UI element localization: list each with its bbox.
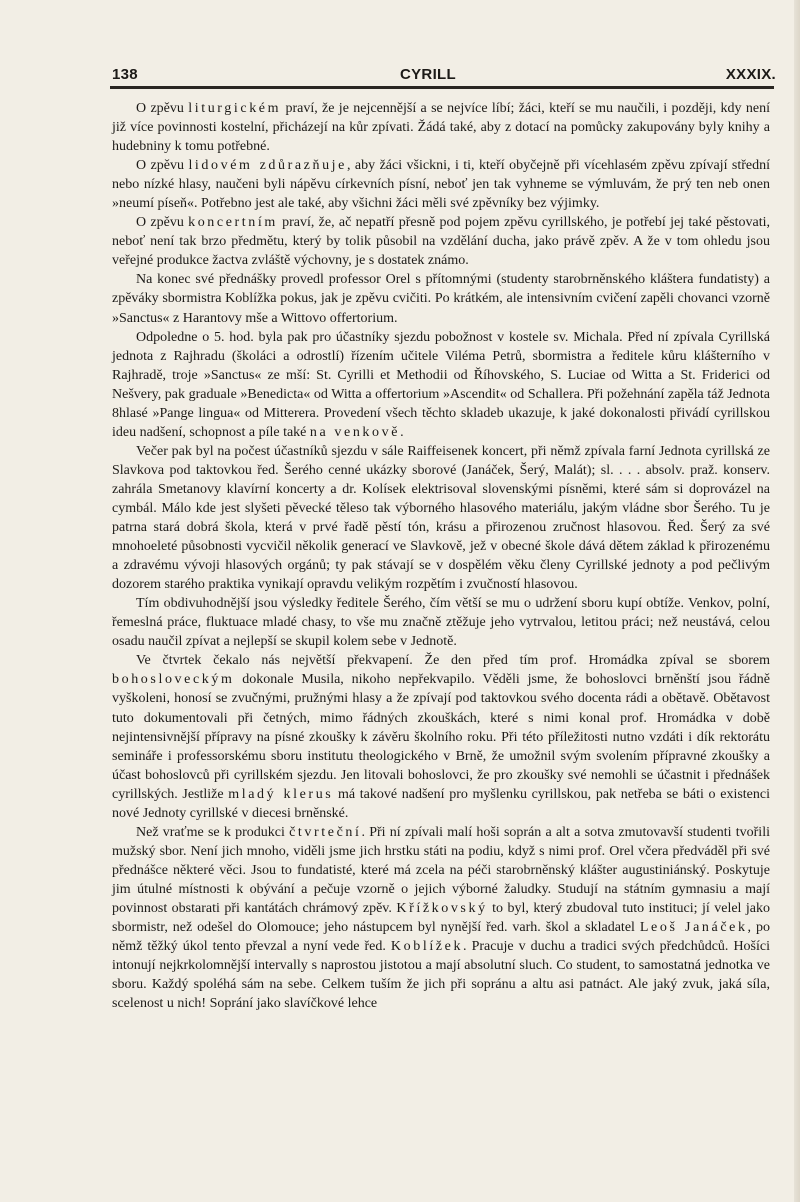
spaced-emphasis: Leoš Janáček [639,920,748,936]
header-rule [110,86,774,89]
spaced-emphasis: bohosloveckým [112,672,235,688]
paragraph-text: Večer pak byl na počest účastníků sjezdu v sále Raiffeisenek koncert, při němž zpívala farní Jednota cyrillská ze Slavkova pod taktovkou řed. Šerého cenné ukázky sborové (Janáček, Šerý, Malát); sl. . . . absolv. praž. konserv. zahrála Smetanovy klavírní koncerty a dr. Kolísek elektrisoval slovenskými písněmi, které sám si doprovázel na cymbál. Málo kde jest slyšeti pěvecké těleso tak výborného hlasového materiálu, jakým vládne sbor Šerého. Tu je patrna stará dobrá škola, která v prvé řadě pěstí tón, krásu a přirozenou zručnost hlasovou. Řed. Šerý za své mnohoeleté působnosti vycvičil několik generací ve Slavkově, jež v obecné škole dává dětem základ k přirozenému a zdravému vývoji hlasových orgánů; ty pak stávají se v dospělém věku členy Cyrillské jednoty a pod pečlivým dozorem starého praktika vynikají opravdu velikým rozpětím i zvučností hlasovou. [112,443,770,593]
paragraph [112,99,770,156]
paragraph-text: praví, že je nejcennější a se nejvíce líbí; žáci, kteří se mu naučili, i později, kdy není již více povinnosti kostelní, přicházejí na kůr zpívati. Žádá také, aby z dotací na pomůcky zakupovány byly knihy a hudebniny k tomu potřebné. [112,101,770,155]
article-body [112,99,770,1013]
paragraph-text: O zpěvu [136,215,189,231]
paragraph-text: dokonale Musila, nikoho nepřekvapilo. Věděli jsme, že bohoslovci brněnští jsou řádně vyškoleni, honosí se zvučnými, pružnými hlasy a že zpívají pod taktovkou svého docenta rádi a obětavě. Obětavost tuto dokumentovali při četných, mimo řádných zkouškách, které s nimi konal prof. Hromádka v době nejintensivnější přípravy na písné zkoušky k závěru školního roku. Při této příležitosti nutno vzdáti i dík rektorátu semináře i professorskému sboru institutu theologického v Brně, že umožnil svým svolením přípravné zkoušky a účast bohoslovců při cyrillském sjezdu. Jen litovali bohoslovci, že pro zkoušky své nemohli se účastnit i přednášek cyrillských. Jestliže [112,672,770,802]
paragraph [112,594,770,651]
paragraph-text: Ve čtvrtek čekalo nás největší překvapení. Že den před tím prof. Hromádka zpíval se sborem [136,653,770,669]
paragraph-text: praví, že, ač nepatří přesně pod pojem zpěvu cyrillského, je potřebí jej také pěstovati, neboť není tak brzo předmětu, který by tolik působil na vzdělání ducha, jako právě zpěv. A že v tom ohledu jsou veřejné produkce žactva zvláště výchovny, je s dostatek známo. [112,215,770,269]
paragraph [112,651,770,822]
paragraph-text: , po němž těžký úkol tento převzal a nyní vede řed. [112,920,770,955]
spaced-emphasis: Koblížek [390,939,464,955]
paragraph [112,213,770,270]
paragraph-text: Na konec své přednášky provedl professor Orel s přítomnými (studenty starobrněnského kláštera fundatisty) a zpěváky sbormistra Koblížka pokus, jak je zpěvu cvičiti. Po krátkém, ale intensivním cvičení zapěli chovanci vzorně »Sanctus« z Harantovy mše a Wittovo offertorium. [112,272,770,326]
paragraph-text: Tím obdivuhodnější jsou výsledky ředitele Šerého, čím větší se mu o udržení sboru kupí obtíže. Venkov, polní, řemeslná práce, fluktuace mladé chasy, to vše mu značně ztěžuje jeho vytrvalou, letitou práci; než neustává, celou osadu naučil zpívat a nejlepší se skupil kolem sebe v Jednotě. [112,596,770,650]
paragraph-text: , aby žáci všickni, i ti, kteří obyčejně při vícehlasém zpěvu zpívají střední nebo nízké hlasy, naučeni byli nápěvu církevních písní, neboť jen tak vyhneme se výmluvám, že prý ten neb onen »neumí píseň«. Potřebno jest ale také, aby všichni žáci měli své zpěvníky bez výjimky. [112,158,771,212]
paragraph [112,328,770,442]
paragraph [112,442,770,594]
paragraph-text: Odpoledne o 5. hod. byla pak pro účastníky sjezdu pobožnost v kostele sv. Michala. Před ní zpívala Cyrillská jednota z Rajhradu (školáci a odrostlí) řízením učitele Viléma Petrů, sbormistra a ředitele kůru klášterního v Rajhradě, troje »Sanctus« ze mší: St. Cyrilli et Methodii od Říhovského, S. Luciae od Witta a St. Friderici od Nešvery, pak graduale »Benedicta« od Witta a offertorium »Ascendit« od Schallera. Při požehnání zapěla táž Jednota 8hlasé »Pange lingua« od Mitterera. Provedení všech těchto skladeb ukazuje, k jaké dokonalosti přivádí cyrillskou ideu nadšení, schopnost a píle také [112,329,770,440]
spaced-emphasis: Křížkovský [396,900,488,916]
paragraph-text: to byl, který zbudoval tuto instituci; jí velel jako sbormistr, než odešel do Olomouce; jeho nástupcem byl nynější řed. varh. škol a skladatel [112,900,771,936]
spaced-emphasis: mladý klerus [228,786,334,802]
paragraph-text: O zpěvu [136,101,189,116]
paragraph-text: . [400,424,404,440]
volume-number: XXXIX. [725,66,776,83]
paragraph [112,823,770,1013]
journal-title: CYRILL [400,66,456,83]
paragraph [112,156,770,213]
paragraph-text: má takové nadšení pro myšlenku cyrillskou, pak netřeba se báti o existenci nové Jednoty cyrillské v diecesi brněnské. [112,786,770,821]
spaced-emphasis: na venkově [309,424,401,440]
spaced-emphasis: čtvrteční [289,824,362,840]
paragraph [112,270,770,327]
spaced-emphasis: koncertním [188,215,278,231]
paragraph-text: Než vraťme se k produkci [136,824,290,840]
page-header [112,66,776,86]
page-number: 138 [112,66,138,83]
paragraph-text: . Pracuje v duchu a tradici svých předchůdců. Hošíci intonují nejkrkolomnější intervally s naprostou jistotou a mají absolutní sluch. Co student, to samostatná jednotka ve sboru. Každý spoléhá sám na sebe. Celkem tuším že jich při sopránu a altu asi patnáct. Ale jaký zvuk, jaká síla, scelenost u nich! Soprání jako slavíčkové lehce [112,939,770,1012]
spaced-emphasis: lidovém zdůrazňuje [188,158,347,174]
spaced-emphasis: liturgickém [188,101,282,116]
page-edge-shadow [794,0,800,1202]
paragraph-text: O zpěvu [136,158,189,174]
paragraph-text: . Při ní zpívali malí hoši soprán a alt a sotva zmutovavší studenti tvořili mužský sbor. Není jich mnoho, viděli jsme jich hrstku státi na podiu, když s nimi prof. Orel včera předváděl při své přednášce některé věci. Jsou to fundatisté, které má zcela na péči starobrněnský klášter augustiniánský. Poskytuje jim útulné místnosti k obývání a pečuje vzorně o jejich výborné žaludky. Studují na státním gymnasiu a mají povinnost obstarati při kantátách chrámový zpěv. [112,824,770,916]
